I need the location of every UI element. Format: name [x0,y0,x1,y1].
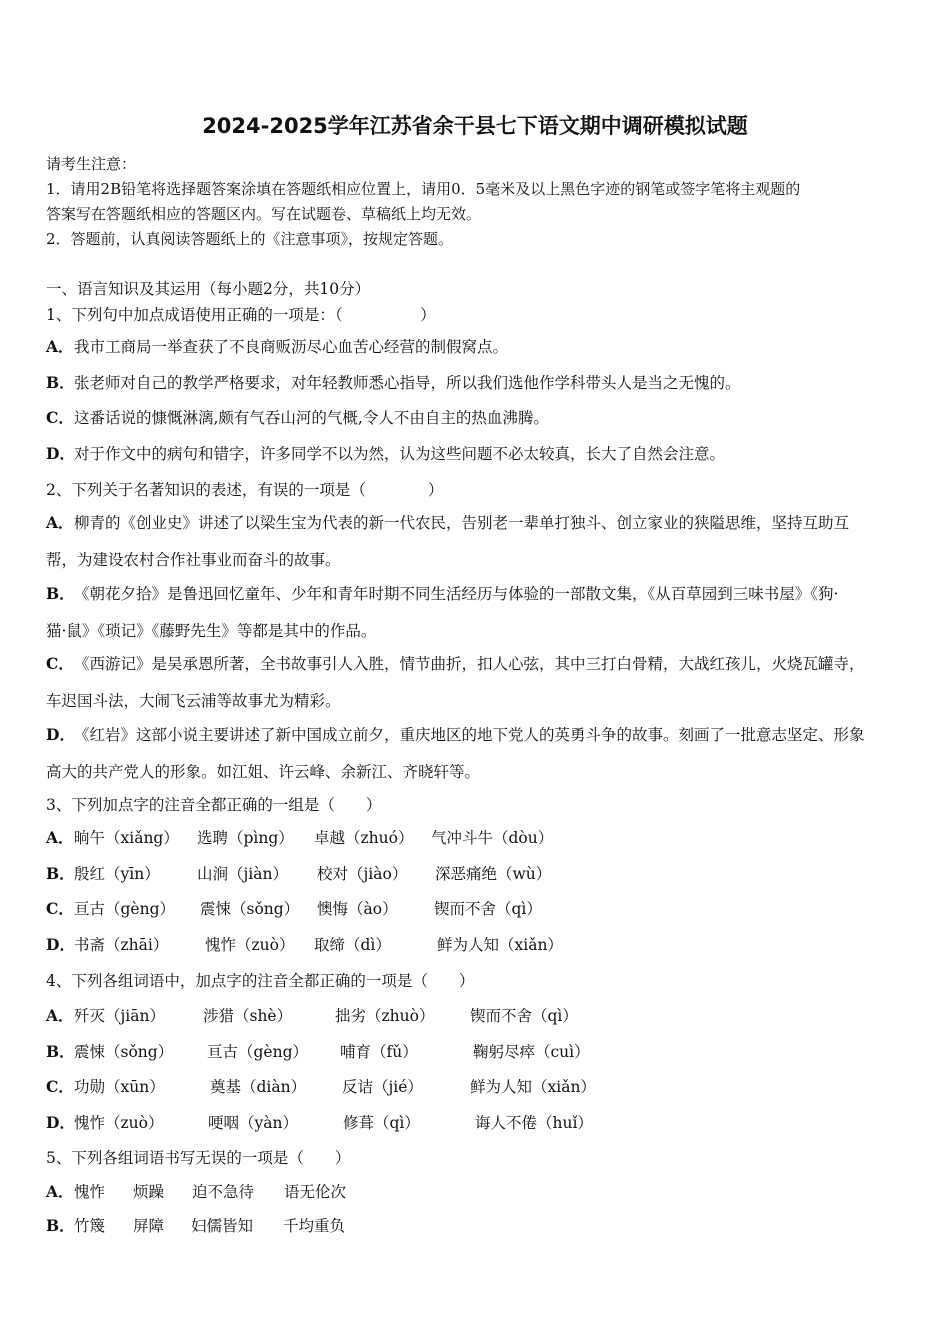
question-1-stem: 1、下列句中加点成语使用正确的一项是：（ ） [46,306,436,324]
option-label: C． [46,654,74,673]
question-2-option-b [46,582,838,604]
option-label: B． [46,864,75,883]
option-item: 愧怍（zuò） [74,1114,164,1132]
option-item: 鲜为人知（xiǎn） [437,936,563,954]
option-item: 烦躁 [133,1183,165,1201]
option-item: 反诘（jié） [342,1078,423,1096]
option-item: 晌午（xiǎng） [74,829,179,847]
question-3-option-c [46,897,542,919]
option-item: 屏障 [133,1217,165,1235]
option-item: 校对（jiào） [317,865,408,883]
option-item: 鞠躬尽瘁（cuì） [473,1043,590,1061]
question-2-option-a [46,511,849,533]
option-text: 这番话说的慷慨淋漓,颇有气吞山河的气概,令人不由自主的热血沸腾。 [74,409,549,427]
option-item: 锲而不舍（qì） [470,1007,578,1025]
question-3-stem: 3、下列加点字的注音全都正确的一组是（ ） [46,796,382,814]
question-4-option-b [46,1040,590,1062]
question-3-option-a [46,826,554,848]
option-item: 拙劣（zhuò） [335,1007,435,1025]
option-text: 《西游记》是吴承恩所著，全书故事引人入胜，情节曲折，扣人心弦，其中三打白骨精，大战红孩儿，火烧瓦罐寺， [74,655,865,673]
option-label: B． [46,584,75,603]
option-item: 震悚（sǒng） [200,900,300,918]
option-text: 我市工商局一举查获了不良商贩沥尽心血苦心经营的制假窝点。 [74,338,509,356]
page-title: 2024-2025学年江苏省余干县七下语文期中调研模拟试题 [202,114,748,138]
option-label: B． [46,373,75,392]
option-label: C． [46,899,74,918]
question-5-stem: 5、下列各组词语书写无误的一项是（ ） [46,1149,351,1167]
option-item: 山涧（jiàn） [197,865,288,883]
question-2-option-c-continued: 车迟国斗法，大闹飞云浦等故事尤为精彩。 [46,692,341,710]
section-heading: 一、语言知识及其运用（每小题2分，共10分） [46,280,371,298]
question-2-option-d [46,723,865,745]
option-item: 愧怍（zuò） [205,936,295,954]
option-label: D． [46,725,75,744]
question-1-option-c [46,406,549,428]
option-item: 选聘（pìng） [197,829,294,847]
option-label: D． [46,444,75,463]
question-3-option-d [46,933,563,955]
option-item: 哽咽（yàn） [208,1114,298,1132]
notice-item-1-line-1: 1．请用2B铅笔将选择题答案涂填在答题纸相应位置上，请用0．5毫米及以上黑色字迹的钢笔或签字笔将主观题的 [46,180,801,198]
option-item: 取缔（dì） [314,936,391,954]
question-4-option-a [46,1004,578,1026]
notice-item-2: 2．答题前，认真阅读答题纸上的《注意事项》，按规定答题。 [46,230,454,248]
option-item: 迫不急待 [192,1183,255,1201]
question-1-option-d [46,442,725,464]
option-text: 《红岩》这部小说主要讲述了新中国成立前夕，重庆地区的地下党人的英勇斗争的故事。刻画了一批意志坚定、形象 [74,726,865,744]
option-item: 竹篾 [74,1217,106,1235]
question-5-option-a [46,1180,347,1202]
question-4-option-d [46,1111,593,1133]
option-text: 《朝花夕拾》是鲁迅回忆童年、少年和青年时期不同生活经历与体验的一部散文集，《从百草园到三味书屋》《狗· [74,585,839,603]
option-label: A． [46,337,74,356]
option-item: 妇儒皆知 [191,1217,254,1235]
question-5-option-b [46,1214,346,1236]
question-2-option-c [46,652,865,674]
option-item: 亘古（gèng） [74,900,176,918]
option-item: 鲜为人知（xiǎn） [470,1078,596,1096]
option-item: 歼灭（jiān） [74,1007,165,1025]
option-label: A． [46,513,74,532]
option-text: 柳青的《创业史》讲述了以梁生宝为代表的新一代农民，告别老一辈单打独斗、创立家业的狭隘思维，坚持互助互 [74,514,850,532]
option-item: 哺育（fǔ） [340,1043,418,1061]
option-text: 张老师对自己的教学严格要求，对年轻教师悉心指导，所以我们选他作学科带头人是当之无愧的。 [74,374,741,392]
option-item: 深恶痛绝（wù） [435,865,552,883]
option-item: 亘古（gèng） [207,1043,309,1061]
option-item: 修葺（qì） [343,1114,420,1132]
option-label: A． [46,1182,74,1201]
option-item: 涉猎（shè） [203,1007,293,1025]
option-item: 奠基（diàn） [210,1078,307,1096]
option-item: 锲而不舍（qì） [434,900,542,918]
notice-heading: 请考生注意： [46,155,137,173]
option-label: D． [46,935,75,954]
question-1-option-b [46,371,741,393]
option-item: 气冲斗牛（dòu） [431,829,554,847]
option-text: 对于作文中的病句和错字，许多同学不以为然，认为这些问题不必太较真，长大了自然会注意。 [74,445,726,463]
option-label: B． [46,1216,75,1235]
option-item: 懊悔（ào） [317,900,398,918]
question-2-option-a-continued: 帮，为建设农村合作社事业而奋斗的故事。 [46,551,341,569]
option-label: A． [46,1006,74,1025]
option-item: 功勋（xūn） [74,1078,165,1096]
question-4-option-c [46,1075,596,1097]
question-2-stem: 2、下列关于名著知识的表述，有误的一项是（ ） [46,481,444,499]
option-item: 愧怍 [74,1183,106,1201]
option-label: B． [46,1042,75,1061]
option-label: C． [46,1077,74,1096]
option-label: A． [46,828,74,847]
notice-item-1-line-2: 答案写在答题纸相应的答题区内。写在试题卷、草稿纸上均无效。 [46,205,482,223]
option-item: 殷红（yīn） [74,865,160,883]
question-3-option-b [46,862,552,884]
option-item: 卓越（zhuó） [314,829,414,847]
option-item: 千均重负 [283,1217,346,1235]
question-2-option-d-continued: 高大的共产党人的形象。如江姐、许云峰、余新江、齐晓轩等。 [46,763,481,781]
option-item: 语无伦次 [284,1183,347,1201]
option-item: 诲人不倦（huǐ） [475,1114,593,1132]
option-label: C． [46,408,74,427]
question-1-option-a [46,335,508,357]
question-2-option-b-continued: 猫·鼠》《琐记》《藤野先生》等都是其中的作品。 [46,622,377,640]
question-4-stem: 4、下列各组词语中，加点字的注音全都正确的一项是（ ） [46,972,475,990]
option-item: 书斋（zhāi） [74,936,169,954]
option-label: D． [46,1113,75,1132]
option-item: 震悚（sǒng） [74,1043,174,1061]
